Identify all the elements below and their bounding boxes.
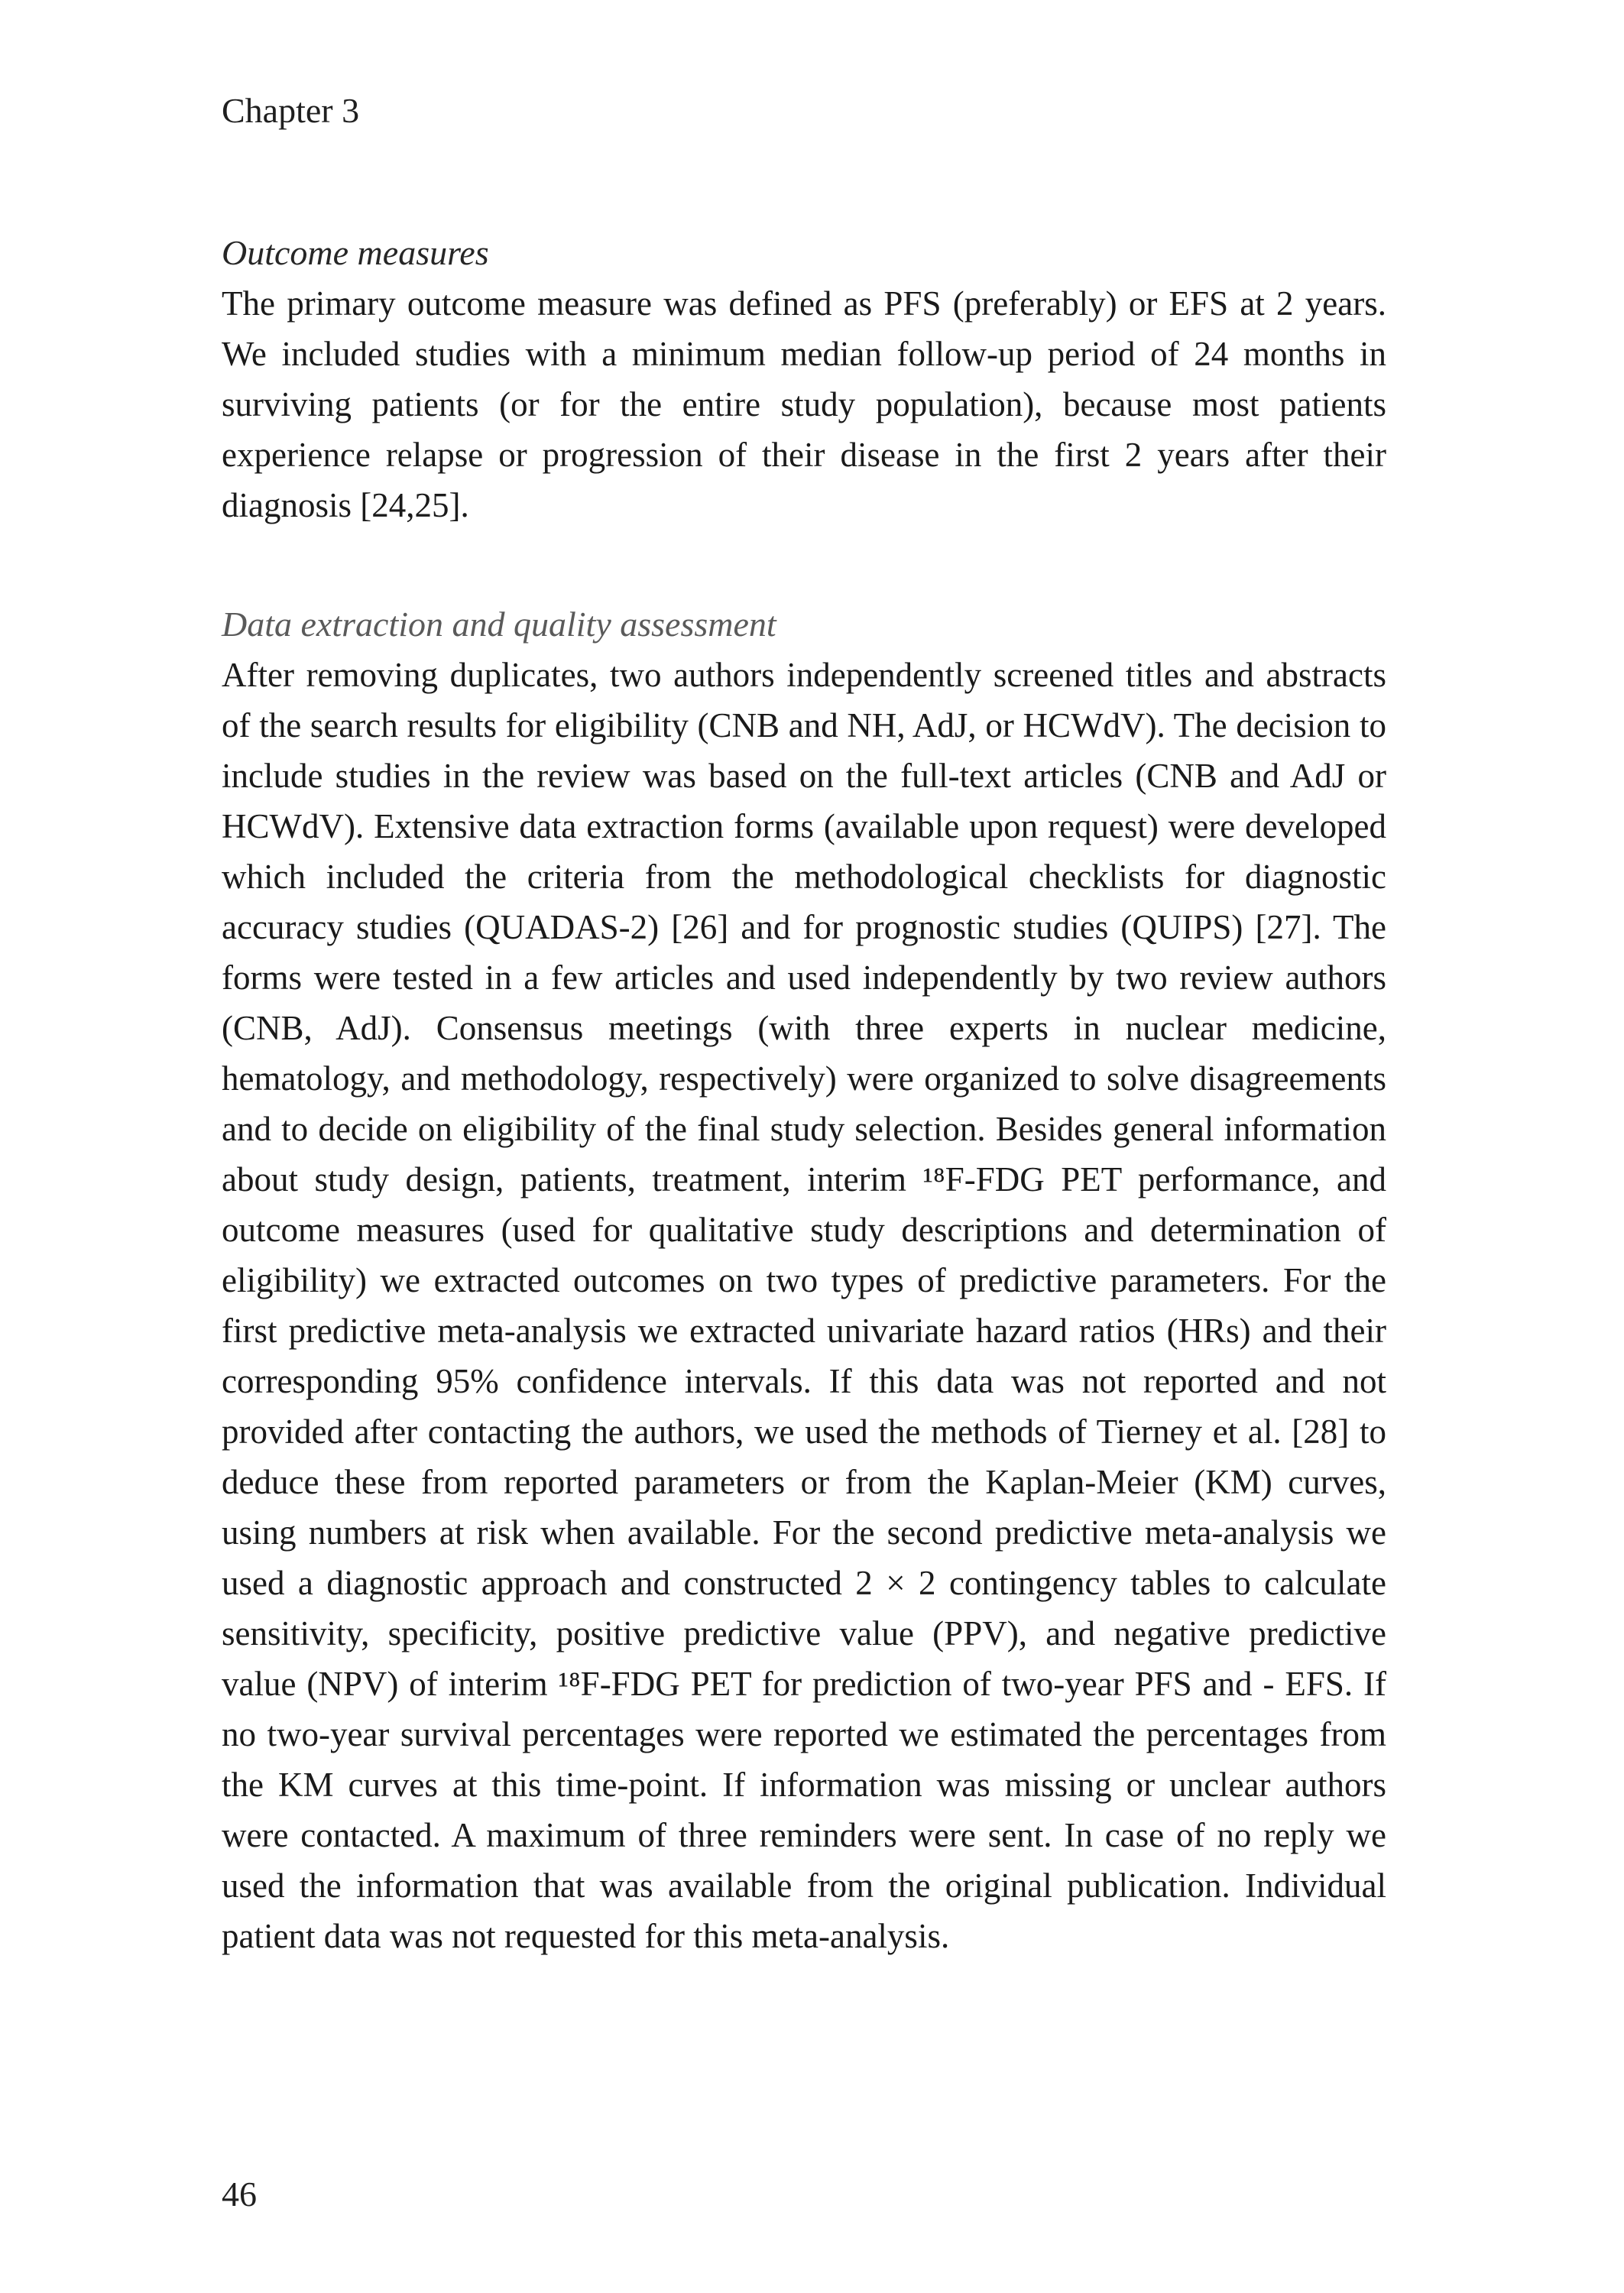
- running-header-text: Chapter 3: [222, 91, 360, 130]
- running-header: [222, 92, 359, 131]
- section-heading-outcome-measures: Outcome measures: [222, 233, 489, 272]
- page-content: [222, 228, 1386, 1961]
- paragraph-data-extraction: After removing duplicates, two authors independently screened titles and abstracts of the search results for eligibility (CNB and NH, AdJ, or HCWdV). The decision to include studies in the review was based on the full-text articles (CNB and AdJ or HCWdV). Extensive data extraction forms (available upon request) were developed which included the criteria from the methodological checklists for diagnostic accuracy studies (QUADAS-2) [26] and for prognostic studies (QUIPS) [27]. The forms were tested in a few articles and used independently by two review authors (CNB, AdJ). Consensus meetings (with three experts in nuclear medicine, hematology, and methodology, respectively) were organized to solve disagreements and to decide on eligibility of the final study selection. Besides general information about study design, patients, treatment, interim ¹⁸F-FDG PET performance, and outcome measures (used for qualitative study descriptions and determination of eligibility) we extracted outcomes on two types of predictive parameters. For the first predictive meta-analysis we extracted univariate hazard ratios (HRs) and their corresponding 95% confidence intervals. If this data was not reported and not provided after contacting the authors, we used the methods of Tierney et al. [28] to deduce these from reported parameters or from the Kaplan-Meier (KM) curves, using numbers at risk when available. For the second predictive meta-analysis we used a diagnostic approach and constructed 2 × 2 contingency tables to calculate sensitivity, specificity, positive predictive value (PPV), and negative predictive value (NPV) of interim ¹⁸F-FDG PET for prediction of two-year PFS and - EFS. If no two-year survival percentages were reported we estimated the percentages from the KM curves at this time-point. If information was missing or unclear authors were contacted. A maximum of three reminders were sent. In case of no reply we used the information that was available from the original publication. Individual patient data was not requested for this meta-analysis.: [222, 656, 1386, 1955]
- page-number: 46: [222, 2175, 257, 2214]
- page-footer: [222, 2175, 257, 2214]
- section-outcome-measures: [222, 228, 1386, 530]
- section-data-extraction: [222, 599, 1386, 1961]
- paragraph-outcome-measures: The primary outcome measure was defined as PFS (preferably) or EFS at 2 years. We included studies with a minimum median follow-up period of 24 months in surviving patients (or for the entire study population), because most patients experience relapse or progression of their disease in the first 2 years after their diagnosis [24,25].: [222, 284, 1386, 524]
- section-heading-data-extraction: Data extraction and quality assessment: [222, 605, 776, 644]
